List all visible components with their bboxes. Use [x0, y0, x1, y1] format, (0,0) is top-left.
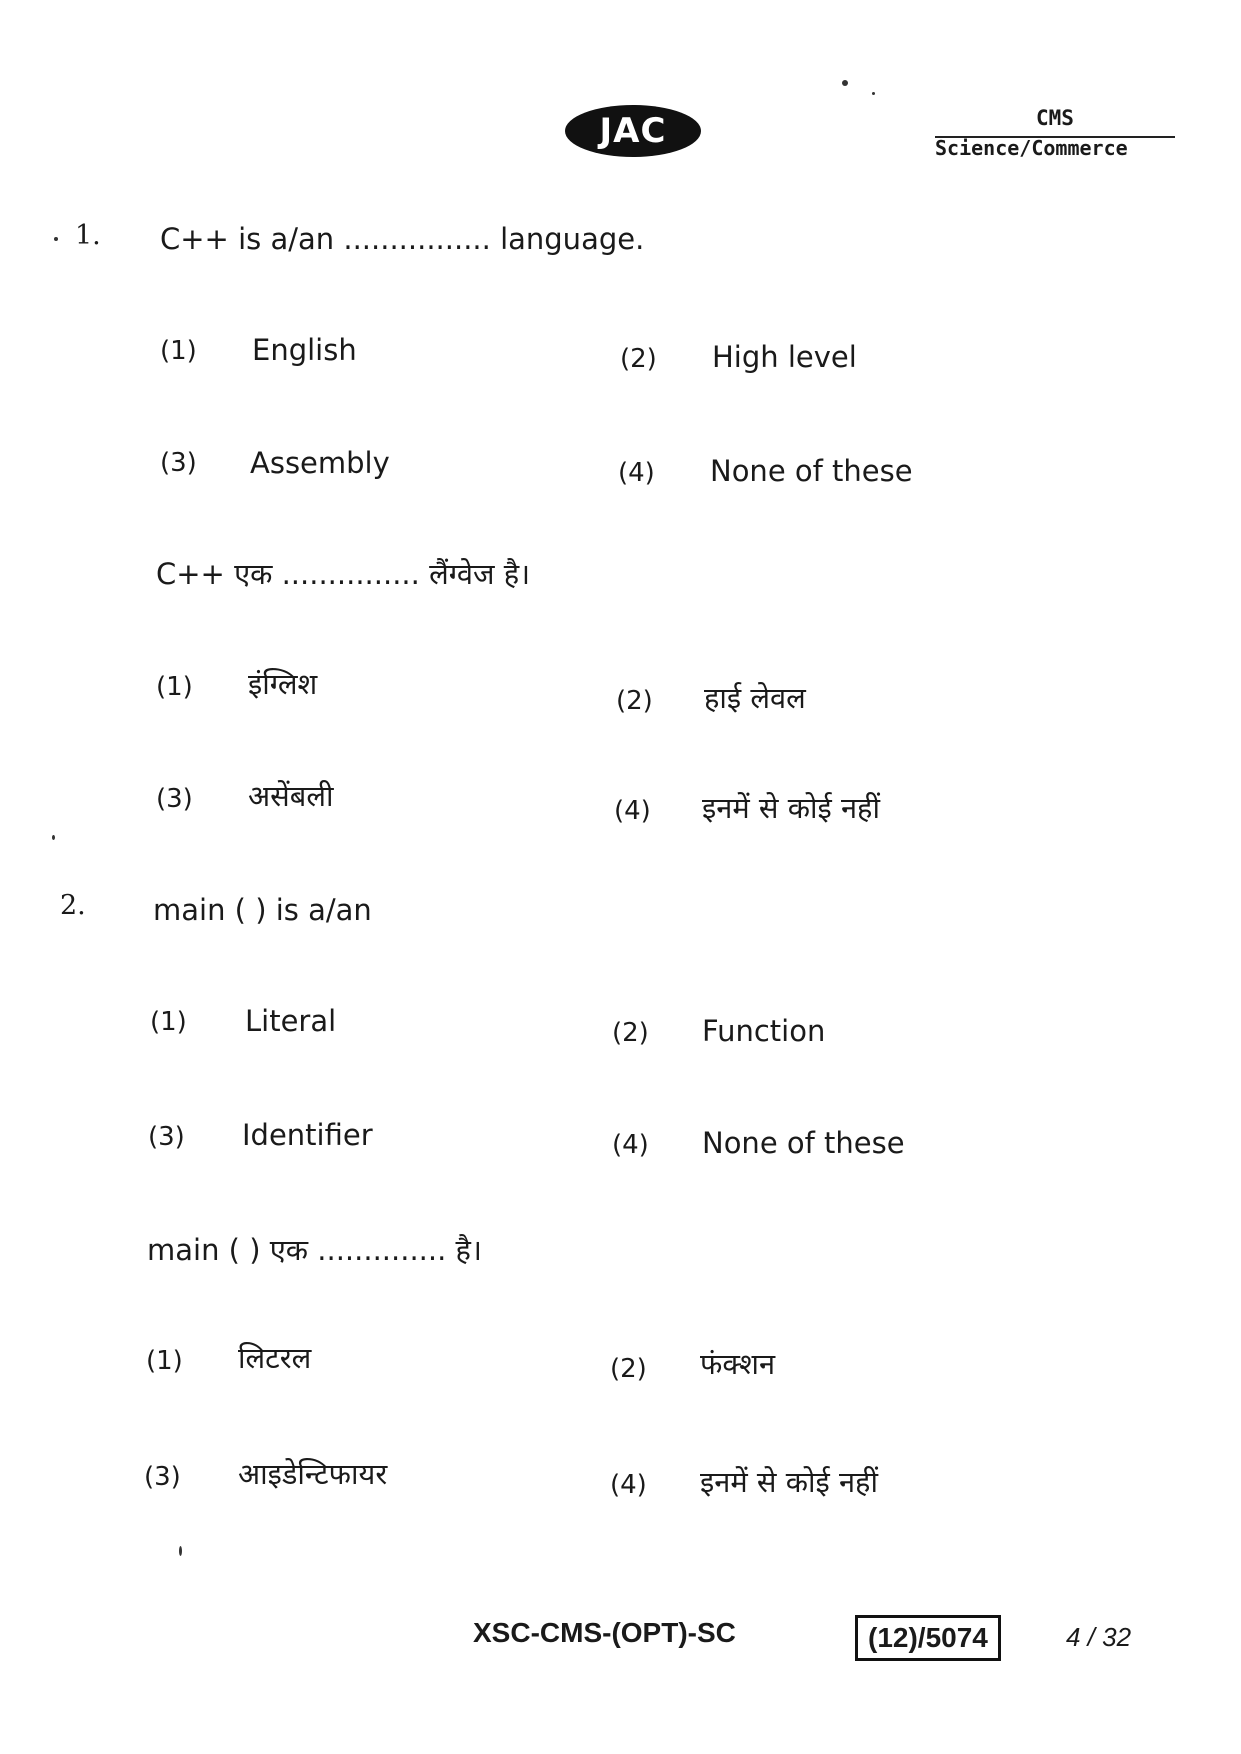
question-number: 2. — [60, 890, 86, 921]
option-text: Identifier — [242, 1118, 373, 1152]
option-text: इनमें से कोई नहीं — [702, 791, 880, 825]
question-text-hi: main ( ) एक .............. है। — [147, 1233, 482, 1267]
option-text: लिटरल — [238, 1341, 312, 1375]
set-code-box — [855, 1615, 1001, 1661]
option-number: (3) — [148, 1122, 185, 1152]
stream-label: Science/Commerce — [935, 136, 1128, 160]
option-number: (2) — [610, 1354, 647, 1384]
jac-logo-text: JAC — [599, 111, 667, 151]
option-number: (4) — [618, 458, 655, 488]
question-number: 1. — [75, 220, 101, 251]
option-text: None of these — [710, 454, 913, 488]
option-number: (1) — [156, 672, 193, 702]
option-number: (4) — [612, 1130, 649, 1160]
page-number: 4 / 32 — [1066, 1622, 1132, 1652]
option-number: (1) — [150, 1007, 187, 1037]
option-text: Function — [702, 1014, 826, 1048]
option-number: (4) — [614, 796, 651, 826]
option-number: (2) — [612, 1018, 649, 1048]
option-number: (2) — [620, 344, 657, 374]
option-text: Literal — [245, 1004, 337, 1038]
subject-code: CMS — [1036, 106, 1074, 130]
option-text: असेंबली — [248, 779, 334, 813]
option-number: (3) — [160, 448, 197, 478]
question-text-en: C++ is a/an ................ language. — [160, 222, 645, 256]
option-number: (4) — [610, 1470, 647, 1500]
option-number: (3) — [156, 784, 193, 814]
option-number: (1) — [160, 336, 197, 366]
option-text: आइडेन्टिफायर — [238, 1457, 388, 1491]
option-number: (3) — [144, 1462, 181, 1492]
scan-speck — [872, 92, 875, 95]
option-text: None of these — [702, 1126, 905, 1160]
scan-speck — [52, 835, 55, 840]
question-text-en: main ( ) is a/an — [153, 893, 372, 927]
scan-speck — [842, 80, 848, 86]
option-text: High level — [712, 340, 857, 374]
set-code: (12)/5074 — [868, 1622, 988, 1653]
jac-logo — [565, 105, 701, 157]
question-text-hi: C++ एक ............... लैंग्वेज है। — [156, 557, 531, 591]
option-text: फंक्शन — [700, 1347, 776, 1381]
option-number: (2) — [616, 686, 653, 716]
option-text: हाई लेवल — [704, 681, 806, 715]
option-text: इंग्लिश — [248, 667, 318, 701]
paper-code: XSC-CMS-(OPT)-SC — [473, 1617, 736, 1648]
option-text: इनमें से कोई नहीं — [700, 1465, 878, 1499]
scan-speck — [54, 237, 58, 241]
option-text: English — [252, 333, 357, 367]
scan-speck — [179, 1546, 182, 1556]
option-number: (1) — [146, 1346, 183, 1376]
option-text: Assembly — [250, 446, 390, 480]
